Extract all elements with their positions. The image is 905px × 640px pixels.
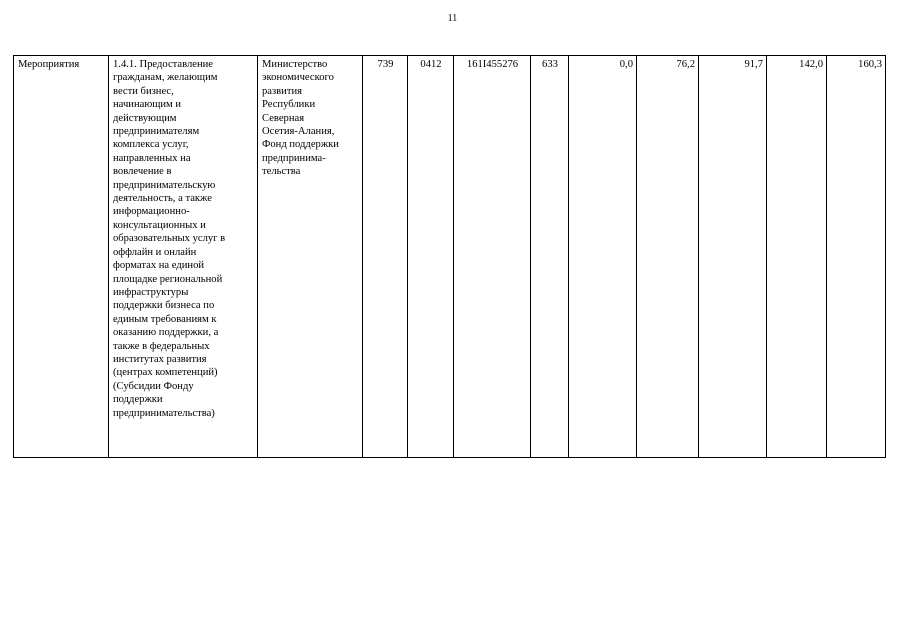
description-line: деятельность, а также [113,193,212,205]
page-number: 11 [447,13,458,24]
description-line: предпринимательства) [113,407,215,419]
value-year-5: 160,3 [858,59,882,70]
executor-line: Министерство [262,59,328,70]
description-line: площадке региональной [113,273,223,285]
description-line: поддержки бизнеса по [113,300,215,312]
description-line: образовательных услуг в [113,233,226,245]
value-cell [637,56,699,458]
row-type-cell [14,56,109,458]
description-line: консультационных и [113,219,206,231]
rzpr-code: 0412 [420,59,442,70]
description-line: оказанию поддержки, а [113,327,219,339]
csr-cell [454,56,531,458]
rzpr-cell [408,56,454,458]
description-cell [109,56,258,458]
value-cell [767,56,827,458]
executor-line: Фонд поддержки [262,139,339,151]
description-line: комплекса услуг, [113,139,189,151]
description-line: предпринимателям [113,126,200,138]
description-line: действующим [113,112,177,124]
executor-line: развития [262,85,303,97]
description-line: информационно- [113,206,190,218]
executor-line: Осетия-Алания, [262,126,335,138]
grbs-code: 739 [377,59,394,70]
description-line: также в федеральных [113,340,210,352]
description-line: предпринимательскую [113,179,216,191]
description-line: институтах развития [113,353,207,365]
description-line: 1.4.1. Предоставление [113,59,213,70]
value-year-1: 0,0 [619,59,633,70]
value-year-3: 91,7 [744,59,763,70]
description-line: гражданам, желающим [113,72,218,84]
value-cell [569,56,637,458]
executor-line: тельства [262,166,301,178]
description-line: вести бизнес, [113,85,174,97]
description-line: поддержки [113,394,163,406]
vr-cell [531,56,569,458]
description-line: начинающим и [113,99,182,111]
description-line: единым требованиям к [113,313,217,325]
description-line: инфраструктуры [113,286,189,298]
table-row [14,56,886,458]
description-line: вовлечение в [113,166,172,178]
description-line: направленных на [113,152,191,164]
program-table [13,55,886,458]
value-cell [827,56,886,458]
executor-line: экономического [262,72,334,84]
value-cell [699,56,767,458]
value-year-4: 142,0 [799,59,823,70]
description-line: (Субсидии Фонду [113,380,194,392]
description-line: форматах на единой [113,260,205,272]
grbs-cell [363,56,408,458]
row-type: Мероприятия [18,59,80,70]
description-line: оффлайн и онлайн [113,246,197,258]
description-line: (центрах компетенций) [113,367,218,379]
value-year-2: 76,2 [676,59,695,70]
executor-line: Республики [262,99,316,111]
vr-code: 633 [542,59,558,70]
executor-line: Северная [262,112,305,124]
csr-code: 161I455276 [466,59,519,70]
executor-line: предпринима- [262,152,326,164]
executor-cell [258,56,363,458]
